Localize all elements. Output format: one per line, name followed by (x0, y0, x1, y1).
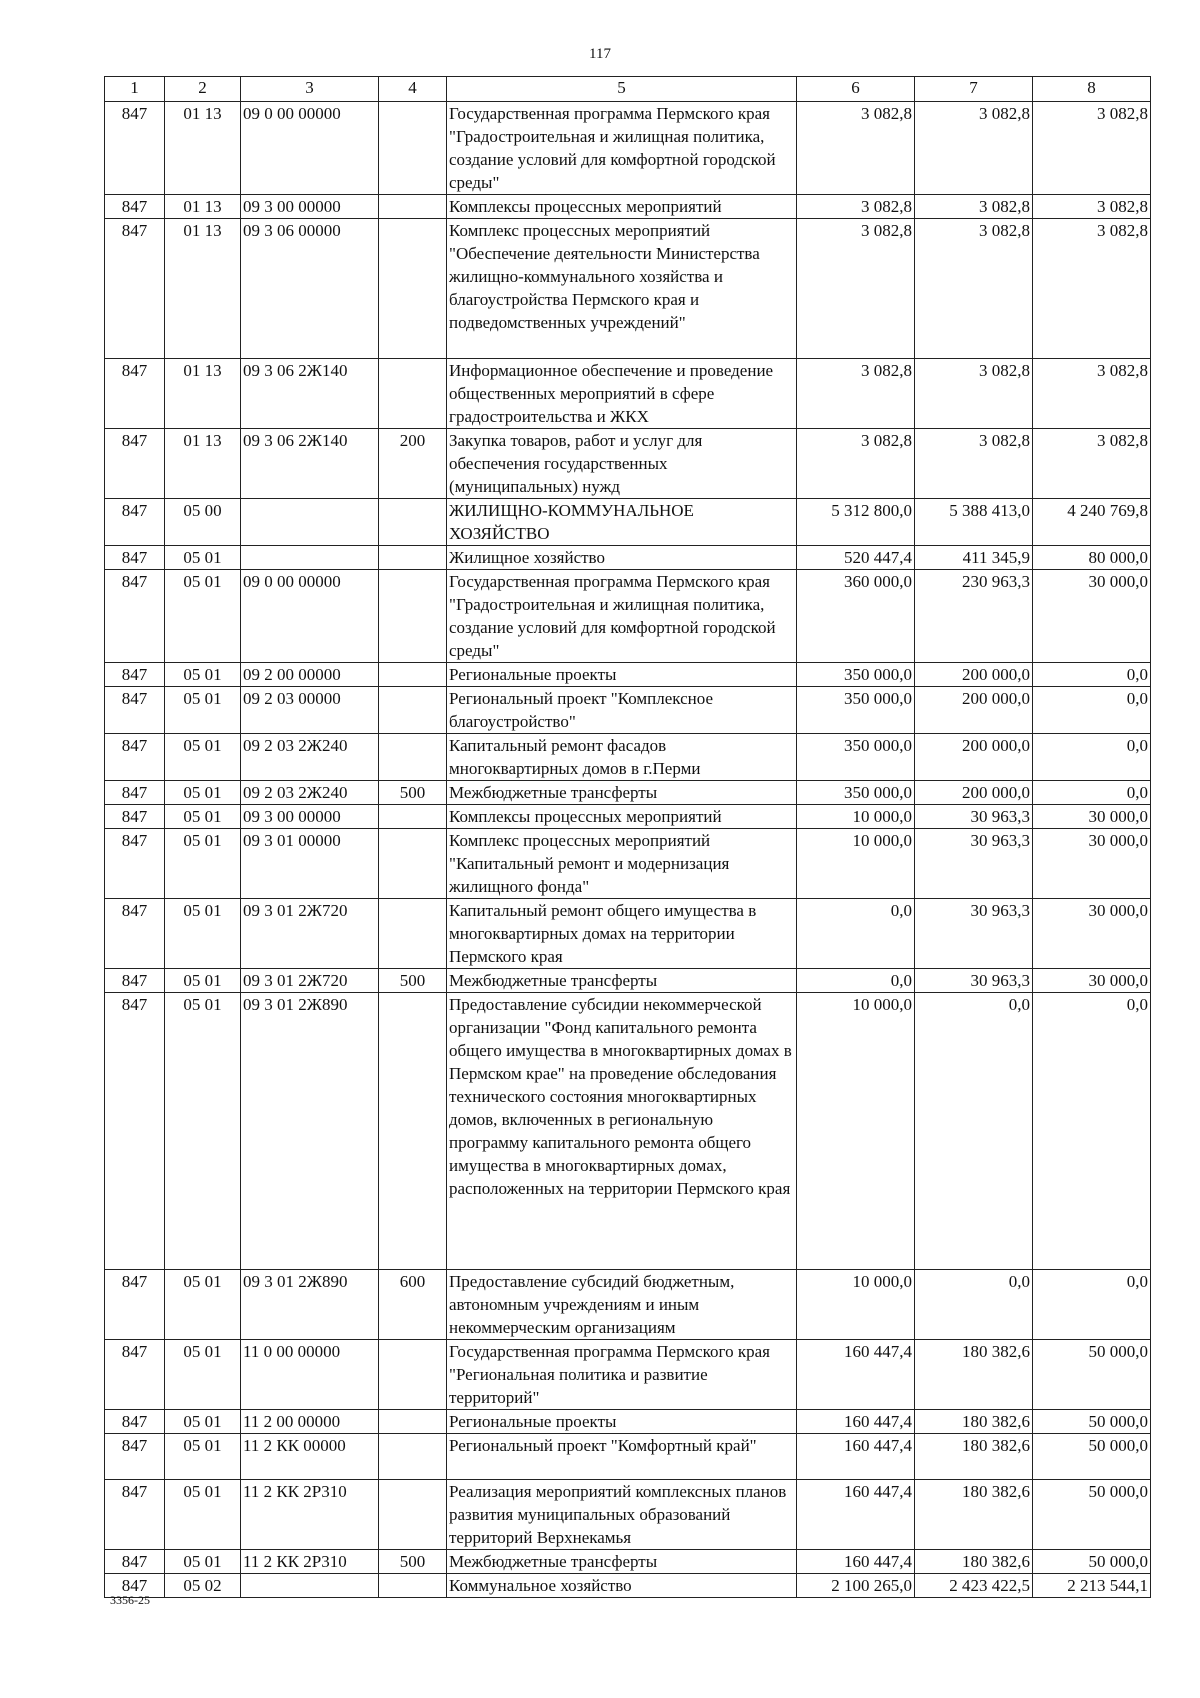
table-row (105, 734, 1151, 781)
amount-cell-7: 180 382,6 (915, 1410, 1033, 1434)
amount-cell-6: 3 082,8 (797, 219, 915, 359)
amount-cell-8: 50 000,0 (1033, 1434, 1151, 1480)
expense-type-cell (379, 359, 447, 429)
section-code-cell: 05 01 (165, 969, 241, 993)
description-cell: Коммунальное хозяйство (447, 1574, 797, 1598)
amount-cell-7: 180 382,6 (915, 1434, 1033, 1480)
amount-cell-6: 10 000,0 (797, 993, 915, 1270)
ministry-code-cell: 847 (105, 429, 165, 499)
target-article-cell: 11 2 КК 2Р310 (241, 1550, 379, 1574)
expense-type-cell (379, 734, 447, 781)
amount-cell-6: 160 447,4 (797, 1410, 915, 1434)
table-row (105, 546, 1151, 570)
amount-cell-6: 350 000,0 (797, 781, 915, 805)
section-code-cell: 05 00 (165, 499, 241, 546)
amount-cell-8: 3 082,8 (1033, 102, 1151, 195)
description-cell: Капитальный ремонт фасадов многоквартирных домов в г.Перми (447, 734, 797, 781)
table-row (105, 1410, 1151, 1434)
ministry-code-cell: 847 (105, 1434, 165, 1480)
page-number: 117 (589, 46, 611, 62)
table-header-row (105, 77, 1151, 102)
description-cell: Комплекс процессных мероприятий "Обеспечение деятельности Министерства жилищно-коммунального хозяйства и благоустройства Пермского края и подведомственных учреждений" (447, 219, 797, 359)
expense-type-cell (379, 1340, 447, 1410)
target-article-cell: 09 3 01 2Ж720 (241, 969, 379, 993)
description-cell: Предоставление субсидий бюджетным, автономным учреждениям и иным некоммерческим организациям (447, 1270, 797, 1340)
expense-type-cell (379, 899, 447, 969)
expense-type-cell (379, 219, 447, 359)
amount-cell-8: 0,0 (1033, 734, 1151, 781)
expense-type-cell: 500 (379, 781, 447, 805)
ministry-code-cell: 847 (105, 734, 165, 781)
amount-cell-6: 350 000,0 (797, 687, 915, 734)
table-row (105, 1480, 1151, 1550)
budget-table (104, 76, 1151, 1598)
amount-cell-6: 10 000,0 (797, 1270, 915, 1340)
target-article-cell (241, 499, 379, 546)
section-code-cell: 05 01 (165, 687, 241, 734)
description-cell: Межбюджетные трансферты (447, 1550, 797, 1574)
amount-cell-6: 160 447,4 (797, 1434, 915, 1480)
amount-cell-8: 50 000,0 (1033, 1550, 1151, 1574)
ministry-code-cell: 847 (105, 993, 165, 1270)
amount-cell-8: 0,0 (1033, 993, 1151, 1270)
amount-cell-6: 520 447,4 (797, 546, 915, 570)
table-row (105, 429, 1151, 499)
section-code-cell: 05 01 (165, 734, 241, 781)
amount-cell-7: 3 082,8 (915, 359, 1033, 429)
description-cell: Комплексы процессных мероприятий (447, 195, 797, 219)
amount-cell-7: 200 000,0 (915, 781, 1033, 805)
amount-cell-7: 200 000,0 (915, 687, 1033, 734)
expense-type-cell (379, 102, 447, 195)
target-article-cell: 09 2 00 00000 (241, 663, 379, 687)
section-code-cell: 01 13 (165, 102, 241, 195)
section-code-cell: 05 01 (165, 570, 241, 663)
amount-cell-6: 5 312 800,0 (797, 499, 915, 546)
amount-cell-8: 0,0 (1033, 781, 1151, 805)
ministry-code-cell: 847 (105, 1340, 165, 1410)
column-header: 2 (165, 77, 241, 102)
table-row (105, 195, 1151, 219)
table-row (105, 1434, 1151, 1480)
description-cell: Реализация мероприятий комплексных планов развития муниципальных образований территорий Верхнекамья (447, 1480, 797, 1550)
table-row (105, 499, 1151, 546)
expense-type-cell: 200 (379, 429, 447, 499)
amount-cell-7: 3 082,8 (915, 102, 1033, 195)
expense-type-cell (379, 805, 447, 829)
expense-type-cell: 500 (379, 969, 447, 993)
amount-cell-6: 160 447,4 (797, 1550, 915, 1574)
expense-type-cell (379, 1574, 447, 1598)
amount-cell-8: 30 000,0 (1033, 969, 1151, 993)
amount-cell-6: 2 100 265,0 (797, 1574, 915, 1598)
table-row (105, 899, 1151, 969)
section-code-cell: 05 01 (165, 993, 241, 1270)
amount-cell-7: 30 963,3 (915, 829, 1033, 899)
amount-cell-6: 0,0 (797, 899, 915, 969)
amount-cell-6: 10 000,0 (797, 829, 915, 899)
expense-type-cell (379, 1480, 447, 1550)
description-cell: Капитальный ремонт общего имущества в многоквартирных домах на территории Пермского края (447, 899, 797, 969)
amount-cell-6: 10 000,0 (797, 805, 915, 829)
table-row (105, 359, 1151, 429)
target-article-cell (241, 546, 379, 570)
table-row (105, 805, 1151, 829)
description-cell: Комплексы процессных мероприятий (447, 805, 797, 829)
amount-cell-7: 3 082,8 (915, 195, 1033, 219)
amount-cell-6: 160 447,4 (797, 1340, 915, 1410)
amount-cell-7: 230 963,3 (915, 570, 1033, 663)
amount-cell-8: 4 240 769,8 (1033, 499, 1151, 546)
amount-cell-7: 180 382,6 (915, 1340, 1033, 1410)
amount-cell-6: 3 082,8 (797, 102, 915, 195)
description-cell: Региональные проекты (447, 1410, 797, 1434)
amount-cell-7: 5 388 413,0 (915, 499, 1033, 546)
ministry-code-cell: 847 (105, 687, 165, 734)
section-code-cell: 05 01 (165, 781, 241, 805)
expense-type-cell (379, 993, 447, 1270)
amount-cell-6: 3 082,8 (797, 359, 915, 429)
amount-cell-8: 50 000,0 (1033, 1480, 1151, 1550)
target-article-cell: 11 0 00 00000 (241, 1340, 379, 1410)
section-code-cell: 05 01 (165, 805, 241, 829)
ministry-code-cell: 847 (105, 829, 165, 899)
expense-type-cell: 500 (379, 1550, 447, 1574)
target-article-cell: 09 3 01 2Ж890 (241, 1270, 379, 1340)
expense-type-cell (379, 499, 447, 546)
table-row (105, 102, 1151, 195)
description-cell: Комплекс процессных мероприятий "Капитальный ремонт и модернизация жилищного фонда" (447, 829, 797, 899)
expense-type-cell (379, 663, 447, 687)
target-article-cell: 09 3 00 00000 (241, 195, 379, 219)
amount-cell-7: 30 963,3 (915, 969, 1033, 993)
expense-type-cell (379, 195, 447, 219)
amount-cell-7: 0,0 (915, 1270, 1033, 1340)
expense-type-cell (379, 1410, 447, 1434)
amount-cell-7: 180 382,6 (915, 1480, 1033, 1550)
section-code-cell: 05 01 (165, 1550, 241, 1574)
target-article-cell: 09 3 01 2Ж720 (241, 899, 379, 969)
column-header: 1 (105, 77, 165, 102)
ministry-code-cell: 847 (105, 1550, 165, 1574)
amount-cell-8: 30 000,0 (1033, 829, 1151, 899)
target-article-cell: 09 3 01 00000 (241, 829, 379, 899)
section-code-cell: 05 01 (165, 899, 241, 969)
target-article-cell: 09 2 03 2Ж240 (241, 734, 379, 781)
target-article-cell: 09 0 00 00000 (241, 570, 379, 663)
column-header: 8 (1033, 77, 1151, 102)
description-cell: Предоставление субсидии некоммерческой организации "Фонд капитального ремонта общего имущества в многоквартирных домах в Пермском крае" на проведение обследования технического состояния многоквартирных домов, включенных в региональную программу капитального ремонта общего имущества в многоквартирных домах, расположенных на территории Пермского края (447, 993, 797, 1270)
amount-cell-6: 3 082,8 (797, 195, 915, 219)
amount-cell-6: 350 000,0 (797, 663, 915, 687)
description-cell: Закупка товаров, работ и услуг для обеспечения государственных (муниципальных) нужд (447, 429, 797, 499)
ministry-code-cell: 847 (105, 781, 165, 805)
table-row (105, 993, 1151, 1270)
description-cell: Государственная программа Пермского края "Градостроительная и жилищная политика, создание условий для комфортной городской среды" (447, 570, 797, 663)
description-cell: Региональные проекты (447, 663, 797, 687)
ministry-code-cell: 847 (105, 219, 165, 359)
amount-cell-7: 411 345,9 (915, 546, 1033, 570)
target-article-cell: 09 2 03 00000 (241, 687, 379, 734)
amount-cell-8: 50 000,0 (1033, 1410, 1151, 1434)
target-article-cell: 09 3 01 2Ж890 (241, 993, 379, 1270)
ministry-code-cell: 847 (105, 570, 165, 663)
target-article-cell: 11 2 КК 2Р310 (241, 1480, 379, 1550)
table-row (105, 570, 1151, 663)
target-article-cell: 09 2 03 2Ж240 (241, 781, 379, 805)
expense-type-cell: 600 (379, 1270, 447, 1340)
column-header: 4 (379, 77, 447, 102)
amount-cell-7: 200 000,0 (915, 663, 1033, 687)
amount-cell-8: 50 000,0 (1033, 1340, 1151, 1410)
section-code-cell: 05 01 (165, 546, 241, 570)
description-cell: Межбюджетные трансферты (447, 969, 797, 993)
amount-cell-8: 3 082,8 (1033, 195, 1151, 219)
table-row (105, 1550, 1151, 1574)
amount-cell-6: 360 000,0 (797, 570, 915, 663)
section-code-cell: 01 13 (165, 359, 241, 429)
section-code-cell: 05 01 (165, 1480, 241, 1550)
amount-cell-8: 30 000,0 (1033, 805, 1151, 829)
section-code-cell: 05 01 (165, 829, 241, 899)
section-code-cell: 01 13 (165, 429, 241, 499)
amount-cell-8: 3 082,8 (1033, 359, 1151, 429)
ministry-code-cell: 847 (105, 499, 165, 546)
description-cell: Жилищное хозяйство (447, 546, 797, 570)
ministry-code-cell: 847 (105, 1270, 165, 1340)
ministry-code-cell: 847 (105, 805, 165, 829)
ministry-code-cell: 847 (105, 1574, 165, 1598)
description-cell: ЖИЛИЩНО-КОММУНАЛЬНОЕ ХОЗЯЙСТВО (447, 499, 797, 546)
amount-cell-8: 30 000,0 (1033, 570, 1151, 663)
expense-type-cell (379, 570, 447, 663)
target-article-cell: 09 3 06 00000 (241, 219, 379, 359)
target-article-cell: 09 3 00 00000 (241, 805, 379, 829)
table-row (105, 781, 1151, 805)
ministry-code-cell: 847 (105, 1480, 165, 1550)
amount-cell-6: 3 082,8 (797, 429, 915, 499)
amount-cell-7: 3 082,8 (915, 219, 1033, 359)
column-header: 6 (797, 77, 915, 102)
amount-cell-8: 3 082,8 (1033, 219, 1151, 359)
table-row (105, 1574, 1151, 1598)
description-cell: Региональный проект "Комплексное благоустройство" (447, 687, 797, 734)
section-code-cell: 05 01 (165, 1270, 241, 1340)
section-code-cell: 01 13 (165, 195, 241, 219)
section-code-cell: 01 13 (165, 219, 241, 359)
ministry-code-cell: 847 (105, 899, 165, 969)
ministry-code-cell: 847 (105, 102, 165, 195)
amount-cell-8: 0,0 (1033, 687, 1151, 734)
table-row (105, 219, 1151, 359)
amount-cell-7: 2 423 422,5 (915, 1574, 1033, 1598)
description-cell: Региональный проект "Комфортный край" (447, 1434, 797, 1480)
table-row (105, 663, 1151, 687)
target-article-cell: 09 3 06 2Ж140 (241, 429, 379, 499)
expense-type-cell (379, 687, 447, 734)
description-cell: Государственная программа Пермского края "Региональная политика и развитие территорий" (447, 1340, 797, 1410)
amount-cell-7: 30 963,3 (915, 805, 1033, 829)
expense-type-cell (379, 546, 447, 570)
amount-cell-6: 0,0 (797, 969, 915, 993)
ministry-code-cell: 847 (105, 546, 165, 570)
amount-cell-8: 2 213 544,1 (1033, 1574, 1151, 1598)
ministry-code-cell: 847 (105, 663, 165, 687)
section-code-cell: 05 01 (165, 1434, 241, 1480)
ministry-code-cell: 847 (105, 969, 165, 993)
table-row (105, 829, 1151, 899)
target-article-cell: 11 2 КК 00000 (241, 1434, 379, 1480)
target-article-cell (241, 1574, 379, 1598)
section-code-cell: 05 02 (165, 1574, 241, 1598)
section-code-cell: 05 01 (165, 1340, 241, 1410)
description-cell: Государственная программа Пермского края "Градостроительная и жилищная политика, создание условий для комфортной городской среды" (447, 102, 797, 195)
section-code-cell: 05 01 (165, 663, 241, 687)
ministry-code-cell: 847 (105, 1410, 165, 1434)
amount-cell-8: 30 000,0 (1033, 899, 1151, 969)
description-cell: Информационное обеспечение и проведение общественных мероприятий в сфере градостроительства и ЖКХ (447, 359, 797, 429)
target-article-cell: 09 0 00 00000 (241, 102, 379, 195)
target-article-cell: 09 3 06 2Ж140 (241, 359, 379, 429)
section-code-cell: 05 01 (165, 1410, 241, 1434)
ministry-code-cell: 847 (105, 195, 165, 219)
column-header: 3 (241, 77, 379, 102)
expense-type-cell (379, 1434, 447, 1480)
amount-cell-7: 30 963,3 (915, 899, 1033, 969)
amount-cell-8: 0,0 (1033, 1270, 1151, 1340)
table-row (105, 1340, 1151, 1410)
table-row (105, 687, 1151, 734)
amount-cell-7: 200 000,0 (915, 734, 1033, 781)
amount-cell-8: 80 000,0 (1033, 546, 1151, 570)
amount-cell-6: 350 000,0 (797, 734, 915, 781)
column-header: 7 (915, 77, 1033, 102)
expense-type-cell (379, 829, 447, 899)
column-header: 5 (447, 77, 797, 102)
amount-cell-6: 160 447,4 (797, 1480, 915, 1550)
table-row (105, 1270, 1151, 1340)
table-row (105, 969, 1151, 993)
amount-cell-8: 3 082,8 (1033, 429, 1151, 499)
amount-cell-7: 3 082,8 (915, 429, 1033, 499)
amount-cell-8: 0,0 (1033, 663, 1151, 687)
description-cell: Межбюджетные трансферты (447, 781, 797, 805)
document-code: 3356-25 (110, 1593, 150, 1607)
target-article-cell: 11 2 00 00000 (241, 1410, 379, 1434)
ministry-code-cell: 847 (105, 359, 165, 429)
amount-cell-7: 0,0 (915, 993, 1033, 1270)
amount-cell-7: 180 382,6 (915, 1550, 1033, 1574)
